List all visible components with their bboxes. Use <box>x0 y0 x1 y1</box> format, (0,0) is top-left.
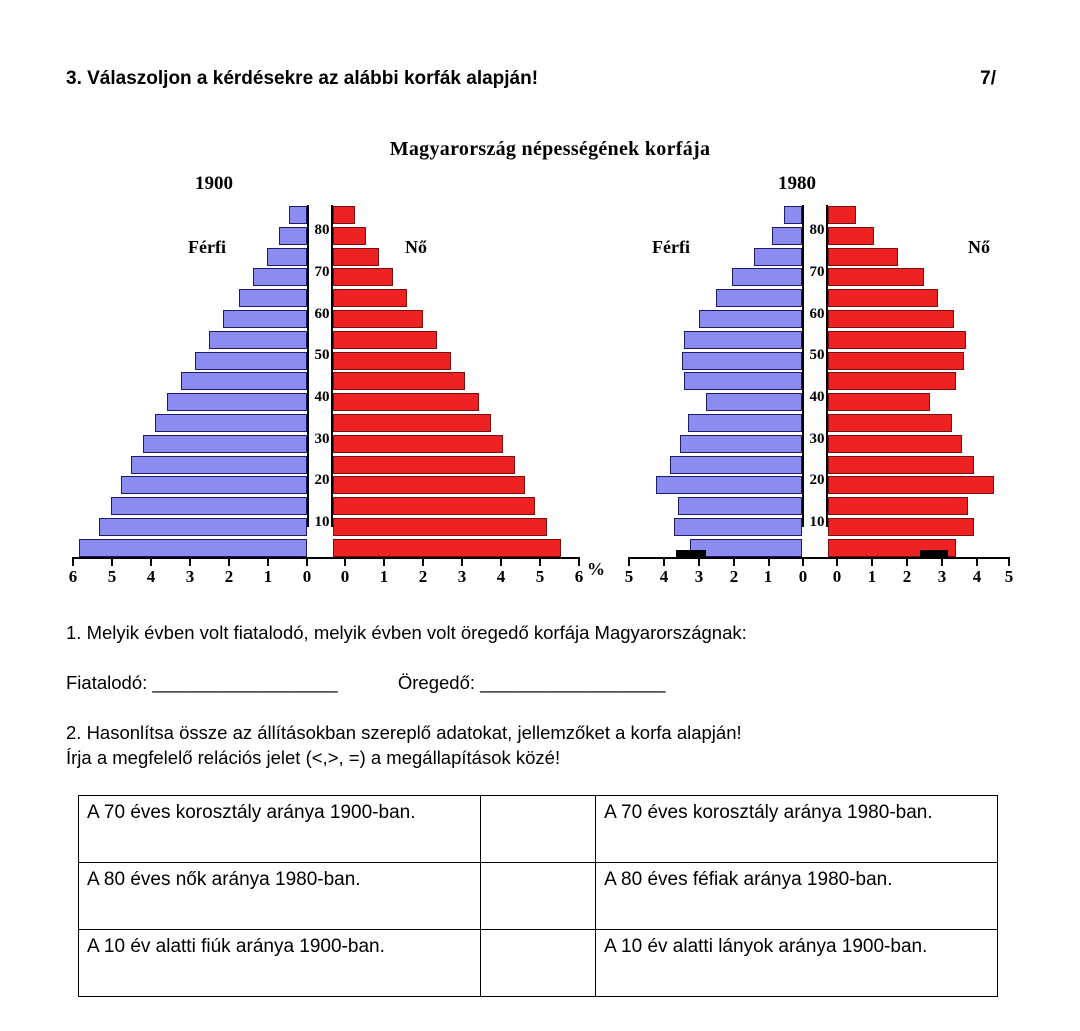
male-bars-1980 <box>620 205 802 527</box>
age-tick: 20 <box>809 472 825 488</box>
bar-row <box>333 267 580 288</box>
x-tick <box>306 557 308 566</box>
x-tick <box>941 557 943 566</box>
plot-1980 <box>620 205 1020 586</box>
bar-row <box>620 288 802 309</box>
bar-male <box>684 372 802 390</box>
bar-row <box>60 434 307 455</box>
bar-row <box>620 226 802 247</box>
bar-row <box>333 309 580 330</box>
bar-male <box>732 268 802 286</box>
bar-row <box>333 517 580 538</box>
bar-female <box>333 310 423 328</box>
statement-left: A 70 éves korosztály aránya 1900-ban. <box>79 796 481 863</box>
bar-row <box>333 392 580 413</box>
x-label: 1 <box>263 567 273 586</box>
age-tick: 50 <box>314 347 330 363</box>
answer-line-row <box>66 672 665 694</box>
charts-container <box>60 173 1020 586</box>
x-label: 5 <box>624 567 634 586</box>
bar-row <box>333 434 580 455</box>
age-tick: 30 <box>809 431 825 447</box>
bar-male <box>699 310 802 328</box>
x-tick <box>663 557 665 566</box>
bar-row <box>60 205 307 226</box>
x-label: 0 <box>340 567 350 586</box>
bar-row <box>60 517 307 538</box>
question-2-line-2: Írja a megfelelő relációs jelet (<,>, =) a megállapítások közé! <box>66 747 561 768</box>
bar-row <box>828 496 1010 517</box>
bar-female <box>333 518 547 536</box>
age-tick: 70 <box>314 264 330 280</box>
x-label: 2 <box>729 567 739 586</box>
bar-male <box>155 414 307 432</box>
statement-right: A 80 éves féfiak aránya 1980-ban. <box>596 863 998 930</box>
bar-row <box>620 434 802 455</box>
bar-female <box>828 518 974 536</box>
bar-row <box>60 288 307 309</box>
bar-female <box>333 476 525 494</box>
bar-male <box>680 435 802 453</box>
statement-left: A 10 év alatti fiúk aránya 1900-ban. <box>79 930 481 997</box>
bar-row <box>333 247 580 268</box>
bar-male <box>143 435 307 453</box>
x-label: 0 <box>832 567 842 586</box>
age-tick: 60 <box>809 306 825 322</box>
bar-row <box>620 517 802 538</box>
age-tick: 20 <box>314 472 330 488</box>
bar-row <box>333 371 580 392</box>
bar-female <box>333 206 355 224</box>
bar-male <box>267 248 307 266</box>
bar-male <box>121 476 307 494</box>
bar-row <box>60 267 307 288</box>
bar-male <box>682 352 802 370</box>
bar-male <box>181 372 307 390</box>
pyramid-1900 <box>60 173 605 586</box>
x-tick <box>768 557 770 566</box>
bar-row <box>828 309 1010 330</box>
bar-row <box>620 330 802 351</box>
x-tick <box>906 557 908 566</box>
bar-row <box>620 247 802 268</box>
bar-row <box>828 267 1010 288</box>
bar-male <box>784 206 802 224</box>
x-label: 1 <box>379 567 389 586</box>
x-tick <box>422 557 424 566</box>
bar-male <box>656 476 802 494</box>
x-tick <box>628 557 630 566</box>
bar-row <box>828 226 1010 247</box>
bar-row <box>620 392 802 413</box>
x-label: 0 <box>302 567 312 586</box>
x-tick <box>539 557 541 566</box>
female-label-1980: Nő <box>968 237 990 257</box>
bar-female <box>828 476 994 494</box>
population-pyramid-figure <box>60 138 1020 586</box>
bar-female <box>828 414 952 432</box>
oregedo-blank[interactable]: __________________ <box>480 672 666 693</box>
bar-female <box>333 456 515 474</box>
x-tick <box>189 557 191 566</box>
x-tick <box>344 557 346 566</box>
bar-row <box>333 475 580 496</box>
x-label: 2 <box>224 567 234 586</box>
age-tick: 50 <box>809 347 825 363</box>
bar-male <box>678 497 802 515</box>
bar-row <box>828 392 1010 413</box>
x-tick <box>976 557 978 566</box>
bar-row <box>60 392 307 413</box>
bar-row <box>620 267 802 288</box>
bar-female <box>828 456 974 474</box>
age-tick: 60 <box>314 306 330 322</box>
relation-input[interactable] <box>480 930 595 997</box>
bar-male <box>239 289 307 307</box>
x-tick <box>150 557 152 566</box>
bar-row <box>60 475 307 496</box>
bar-female <box>828 206 856 224</box>
bar-male <box>279 227 307 245</box>
x-label: 3 <box>694 567 704 586</box>
bar-female <box>828 268 924 286</box>
oregedo-label: Öregedő: <box>397 672 476 693</box>
table-row <box>79 796 998 863</box>
bar-row <box>828 413 1010 434</box>
male-label-1900: Férfi <box>188 237 226 257</box>
statement-right: A 70 éves korosztály aránya 1980-ban. <box>596 796 998 863</box>
bar-female <box>828 372 956 390</box>
figure-title: Magyarország népességének korfája <box>389 138 711 160</box>
bar-female <box>828 435 962 453</box>
x-label: 6 <box>574 567 584 586</box>
bar-male <box>253 268 307 286</box>
bar-row <box>333 226 580 247</box>
x-label: 4 <box>659 567 669 586</box>
age-tick: 10 <box>314 514 330 530</box>
age-tick: 30 <box>314 431 330 447</box>
age-axis-1980 <box>802 205 828 530</box>
x-tick <box>578 557 580 566</box>
bar-row <box>333 330 580 351</box>
pyramid-1980 <box>620 173 1020 586</box>
female-label-1900: Nő <box>405 237 427 257</box>
bar-male <box>131 456 307 474</box>
table-row <box>79 863 998 930</box>
bar-female <box>333 414 491 432</box>
bar-male <box>754 248 802 266</box>
x-axis-1900 <box>72 557 580 559</box>
relation-input[interactable] <box>480 796 595 863</box>
age-tick: 80 <box>809 222 825 238</box>
points-field: 7/ <box>980 68 996 89</box>
bar-row <box>620 455 802 476</box>
age-tick: 40 <box>809 389 825 405</box>
x-label: 3 <box>937 567 947 586</box>
age-axis-1900 <box>307 205 333 530</box>
bar-row <box>828 538 1010 559</box>
bar-female <box>828 352 964 370</box>
bar-male <box>79 539 307 557</box>
bar-row <box>620 205 802 226</box>
bar-male <box>195 352 307 370</box>
question-2-line-1: 2. Hasonlítsa össze az állításokban szereplő adatokat, jellemzőket a korfa alapján! <box>66 722 742 743</box>
x-label: 4 <box>146 567 156 586</box>
task-title: 3. Válaszoljon a kérdésekre az alábbi korfák alapján! <box>66 68 539 89</box>
bar-male <box>772 227 802 245</box>
bar-row <box>60 330 307 351</box>
bar-row <box>828 330 1010 351</box>
bar-row <box>333 413 580 434</box>
base-marker-female <box>920 550 948 557</box>
x-label: 3 <box>457 567 467 586</box>
bar-male <box>674 518 802 536</box>
male-label-1980: Férfi <box>652 237 690 257</box>
bar-row <box>828 434 1010 455</box>
bar-row <box>828 475 1010 496</box>
bar-female <box>828 227 874 245</box>
bar-female <box>333 227 366 245</box>
bar-female <box>333 268 393 286</box>
female-bars-1980 <box>828 205 1010 527</box>
x-tick <box>500 557 502 566</box>
bar-row <box>60 413 307 434</box>
bar-row <box>60 538 307 559</box>
x-axis-1980 <box>628 557 1010 559</box>
bar-female <box>333 372 465 390</box>
x-tick <box>733 557 735 566</box>
bar-female <box>828 248 898 266</box>
bar-female <box>828 289 938 307</box>
bar-row <box>620 496 802 517</box>
bar-female <box>828 393 930 411</box>
statement-right: A 10 év alatti lányok aránya 1900-ban. <box>596 930 998 997</box>
x-label: 1 <box>867 567 877 586</box>
x-tick <box>871 557 873 566</box>
bar-male <box>716 289 802 307</box>
bar-row <box>60 226 307 247</box>
x-label: 3 <box>185 567 195 586</box>
bar-row <box>828 247 1010 268</box>
bar-row <box>333 288 580 309</box>
x-tick <box>111 557 113 566</box>
x-tick <box>1008 557 1010 566</box>
bar-row <box>333 351 580 372</box>
year-label-1980: 1980 <box>778 173 816 194</box>
bar-female <box>828 497 968 515</box>
age-tick: 10 <box>809 514 825 530</box>
bar-row <box>620 413 802 434</box>
bar-female <box>333 352 451 370</box>
comparison-table <box>78 795 998 997</box>
bar-male <box>706 393 802 411</box>
percent-label: % <box>587 559 605 579</box>
relation-input[interactable] <box>480 863 595 930</box>
bar-female <box>333 435 503 453</box>
fiatalodo-blank[interactable]: __________________ <box>152 672 338 693</box>
bar-row <box>620 309 802 330</box>
bar-female <box>333 497 535 515</box>
x-tick <box>461 557 463 566</box>
bar-male <box>223 310 307 328</box>
bar-male <box>684 331 802 349</box>
bar-male <box>111 497 307 515</box>
bar-female <box>333 393 479 411</box>
bar-male <box>99 518 307 536</box>
x-label: 4 <box>972 567 982 586</box>
x-label: 6 <box>68 567 78 586</box>
x-tick <box>836 557 838 566</box>
age-tick: 80 <box>314 222 330 238</box>
x-label: 1 <box>763 567 773 586</box>
x-tick <box>802 557 804 566</box>
x-label: 5 <box>107 567 117 586</box>
question-2-text <box>66 720 742 770</box>
x-label: 4 <box>496 567 506 586</box>
x-label: 5 <box>535 567 545 586</box>
table-row <box>79 930 998 997</box>
bar-female <box>333 289 407 307</box>
year-label-1900: 1900 <box>195 173 233 194</box>
bar-female <box>828 310 954 328</box>
bar-male <box>167 393 307 411</box>
bar-row <box>60 455 307 476</box>
x-tick <box>698 557 700 566</box>
bar-female <box>333 539 561 557</box>
x-label: 0 <box>798 567 808 586</box>
bar-male <box>209 331 307 349</box>
bar-row <box>60 496 307 517</box>
female-bars-1900 <box>333 205 580 527</box>
bar-row <box>828 351 1010 372</box>
bar-row <box>828 517 1010 538</box>
x-tick <box>228 557 230 566</box>
bar-row <box>620 475 802 496</box>
bar-row <box>60 309 307 330</box>
x-label: 2 <box>418 567 428 586</box>
statement-left: A 80 éves nők aránya 1980-ban. <box>79 863 481 930</box>
bar-row <box>828 371 1010 392</box>
bar-male <box>688 414 802 432</box>
bar-row <box>828 205 1010 226</box>
bar-row <box>828 288 1010 309</box>
bar-row <box>60 247 307 268</box>
question-1-text: 1. Melyik évben volt fiatalodó, melyik évben volt öregedő korfája Magyarországnak: <box>66 622 747 643</box>
bar-row <box>333 496 580 517</box>
bar-row <box>333 205 580 226</box>
bar-female <box>828 331 966 349</box>
x-tick <box>383 557 385 566</box>
task-header <box>66 68 1020 90</box>
bar-male <box>690 539 802 557</box>
bar-row <box>828 455 1010 476</box>
bar-row <box>60 371 307 392</box>
fiatalodo-label: Fiatalodó: <box>66 672 148 693</box>
x-label: 5 <box>1004 567 1014 586</box>
x-tick <box>267 557 269 566</box>
bar-row <box>333 455 580 476</box>
bar-male <box>670 456 802 474</box>
bar-female <box>333 248 379 266</box>
bar-male <box>289 206 307 224</box>
male-bars-1900 <box>60 205 307 527</box>
bar-row <box>333 538 580 559</box>
age-tick: 70 <box>809 264 825 280</box>
bar-row <box>620 538 802 559</box>
bar-row <box>620 371 802 392</box>
x-label: 2 <box>902 567 912 586</box>
age-tick: 40 <box>314 389 330 405</box>
bar-female <box>333 331 437 349</box>
bar-row <box>60 351 307 372</box>
base-marker-male <box>676 550 706 557</box>
plot-1900 <box>60 205 584 586</box>
bar-row <box>620 351 802 372</box>
x-tick <box>72 557 74 566</box>
